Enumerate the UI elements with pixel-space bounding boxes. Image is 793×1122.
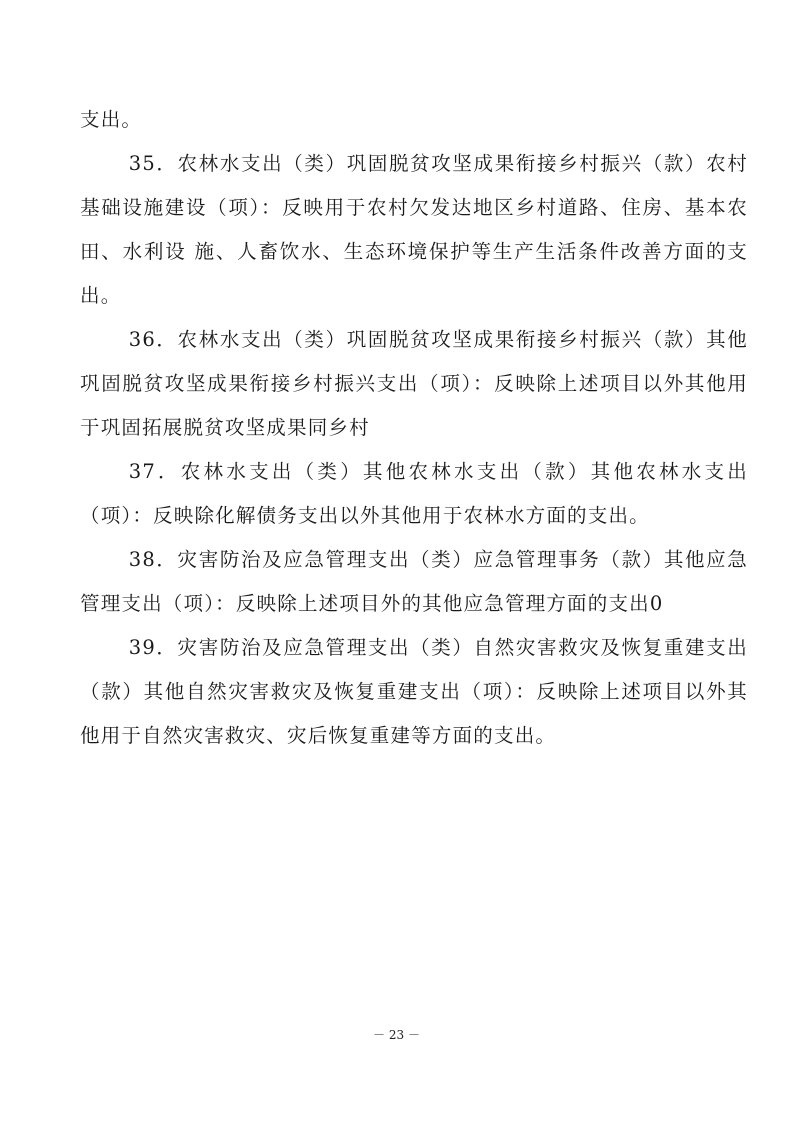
paragraph-item-36: 36．农林水支出（类）巩固脱贫攻坚成果衔接乡村振兴（款）其他巩固脱贫攻坚成果衔接乡村振兴支出（项）：反映除上述项目以外其他用于巩固拓展脱贫攻坚成果同乡村	[80, 328, 748, 439]
paragraph-item-38: 38．灾害防治及应急管理支出（类）应急管理事务（款）其他应急管理支出（项）：反映除上述项目外的其他应急管理方面的支出0	[80, 548, 748, 615]
paragraph-continuation: 支出。	[80, 108, 143, 131]
paragraph-item-37: 37．农林水支出（类）其他农林水支出（款）其他农林水支出（项）：反映除化解债务支出以外其他用于农林水方面的支出。	[80, 460, 748, 527]
page-number: － 23 －	[373, 1028, 420, 1042]
paragraph-item-39: 39．灾害防治及应急管理支出（类）自然灾害救灾及恢复重建支出（款）其他自然灾害救灾及恢复重建支出（项）：反映除上述项目以外其他用于自然灾害救灾、灾后恢复重建等方面的支出。	[80, 636, 748, 747]
document-body	[80, 98, 748, 758]
paragraph-item-35: 35．农林水支出（类）巩固脱贫攻坚成果衔接乡村振兴（款）农村基础设施建设（项）：反映用于农村欠发达地区乡村道路、住房、基本农田、水利设 施、人畜饮水、生态环境保护等生产生活条件改善方面的支出。	[80, 152, 748, 307]
